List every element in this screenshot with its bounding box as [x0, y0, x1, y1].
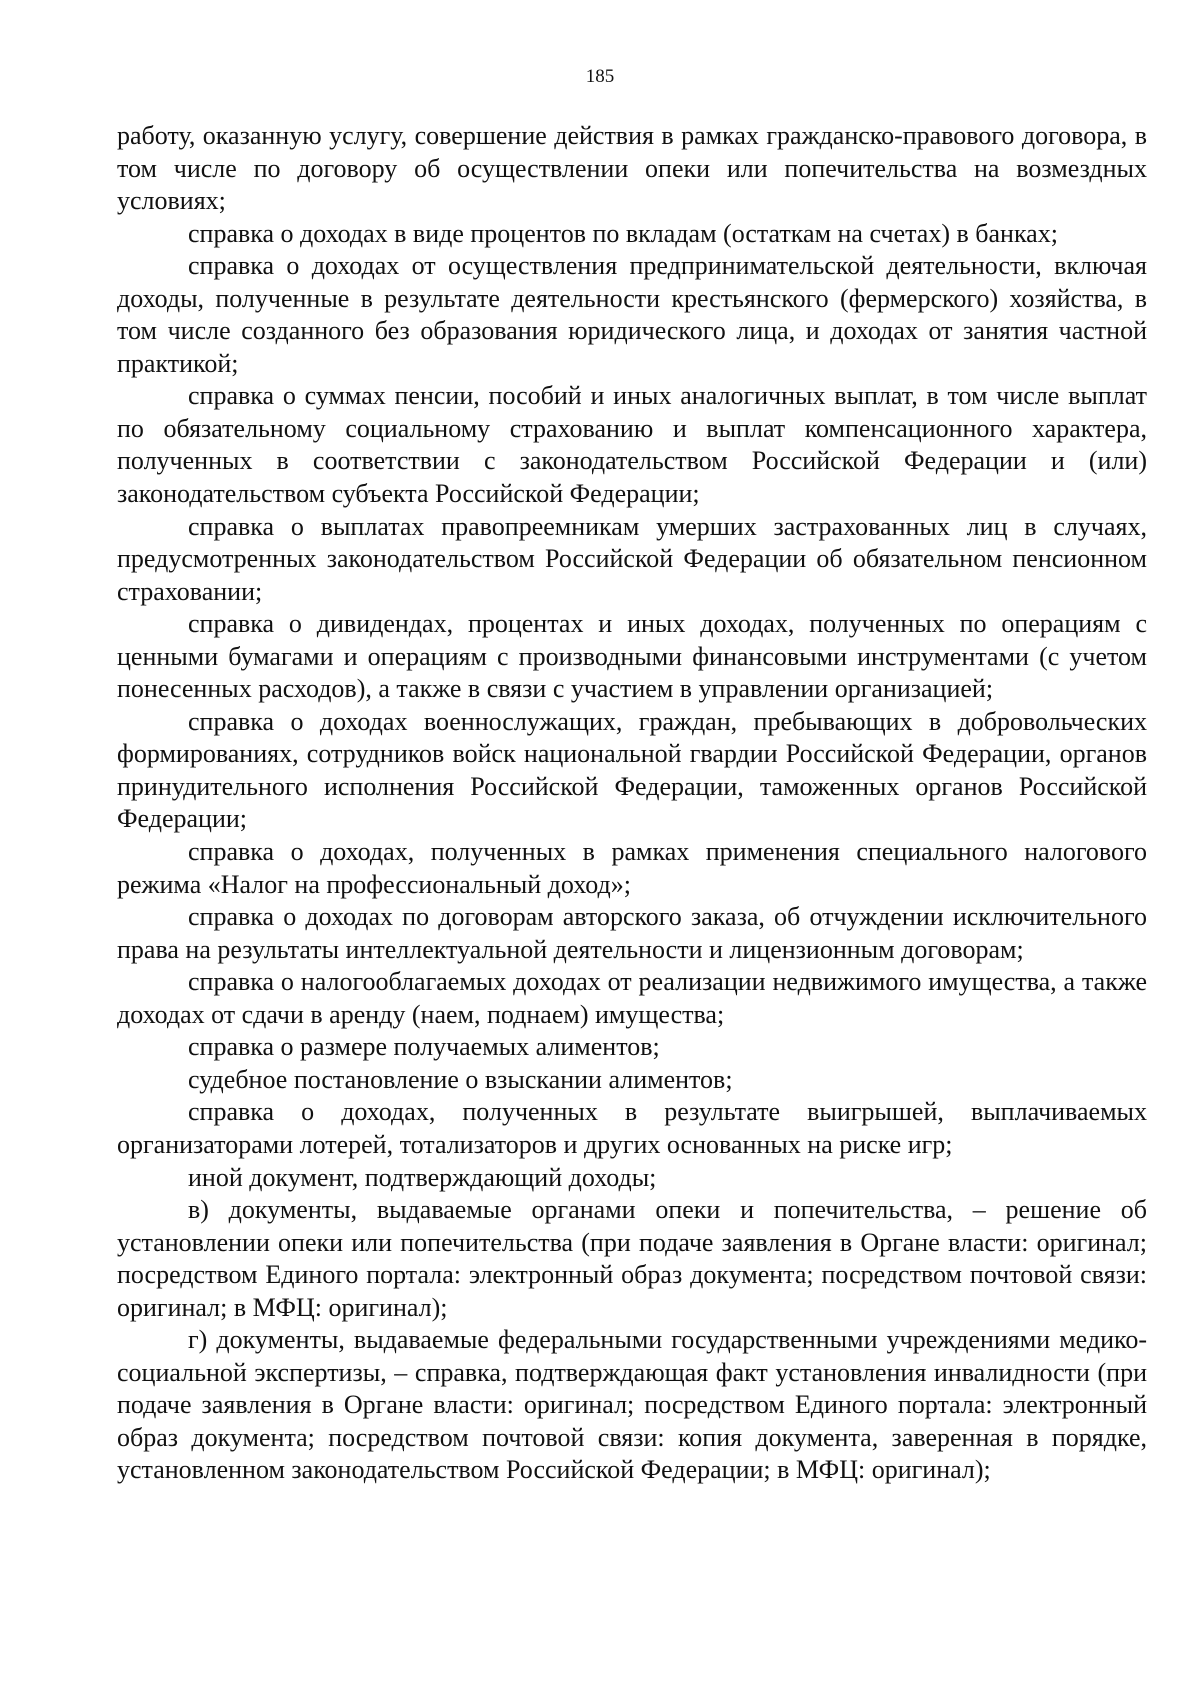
paragraph: справка о суммах пенсии, пособий и иных аналогичных выплат, в том числе выплат по обязательному социальному страхованию и выплат компенсационного характера, полученных в соответствии с законодательством Российской Федерации и (или) законодательством субъекта Российской Федерации; — [117, 381, 1147, 509]
paragraph: справка о доходах по договорам авторского заказа, об отчуждении исключительного права на результаты интеллектуальной деятельности и лицензионным договорам; — [117, 902, 1147, 964]
paragraph: справка о дивидендах, процентах и иных доходах, полученных по операциям с ценными бумагами и операциям с производными финансовыми инструментами (с учетом понесенных расходов), а также в связи с участием в управлении организацией; — [117, 609, 1147, 704]
paragraph-item-g: г) документы, выдаваемые федеральными государственными учреждениями медико-социальной экспертизы, – справка, подтверждающая факт установления инвалидности (при подаче заявления в Органе власти: оригинал; посредством Единого портала: электронный образ документа; посредством почтовой связи: копия документа, заверенная в порядке, установленном законодательством Российской Федерации; в МФЦ: оригинал); — [117, 1325, 1147, 1485]
paragraph-continuation: работу, оказанную услугу, совершение действия в рамках гражданско-правового договора, в том числе по договору об осуществлении опеки или попечительства на возмездных условиях; — [117, 121, 1147, 216]
page-number: 185 — [585, 66, 615, 87]
paragraph: справка о доходах от осуществления предпринимательской деятельности, включая доходы, полученные в результате деятельности крестьянского (фермерского) хозяйства, в том числе созданного без образования юридического лица, и доходах от занятия частной практикой; — [117, 251, 1147, 378]
paragraph: справка о доходах, полученных в результате выигрышей, выплачиваемых организаторами лотерей, тотализаторов и других основанных на риске игр; — [117, 1097, 1147, 1159]
paragraph: справка о доходах военнослужащих, граждан, пребывающих в добровольческих формированиях, сотрудников войск национальной гвардии Российской Федерации, органов принудительного исполнения Российской Федерации, таможенных органов Российской Федерации; — [117, 706, 1147, 834]
paragraph: справка о налогооблагаемых доходах от реализации недвижимого имущества, а также доходах от сдачи в аренду (наем, поднаем) имущества; — [117, 967, 1147, 1029]
paragraph: судебное постановление о взыскании алиментов; — [188, 1064, 733, 1094]
paragraph: справка о доходах, полученных в рамках применения специального налогового режима «Налог на профессиональный доход»; — [117, 837, 1147, 899]
paragraph: справка о размере получаемых алиментов; — [188, 1032, 660, 1062]
paragraph: справка о доходах в виде процентов по вкладам (остаткам на счетах) в банках; — [188, 218, 1058, 248]
paragraph: иной документ, подтверждающий доходы; — [188, 1162, 657, 1192]
document-body — [117, 120, 1147, 1487]
paragraph-item-v: в) документы, выдаваемые органами опеки и попечительства, – решение об установлении опеки или попечительства (при подаче заявления в Органе власти: оригинал; посредством Единого портала: электронный образ документа; посредством почтовой связи: оригинал; в МФЦ: оригинал); — [117, 1195, 1147, 1322]
paragraph: справка о выплатах правопреемникам умерших застрахованных лиц в случаях, предусмотренных законодательством Российской Федерации об обязательном пенсионном страховании; — [117, 511, 1147, 606]
